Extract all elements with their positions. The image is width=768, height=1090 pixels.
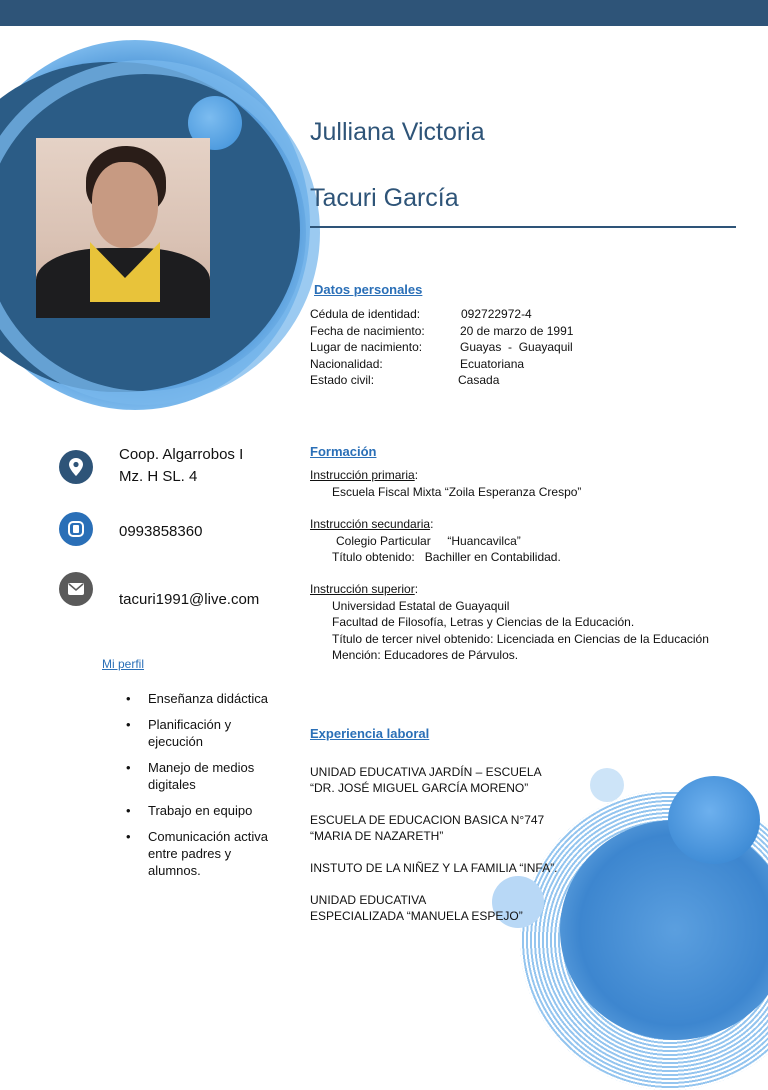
personal-value: 092722972-4 [461,307,532,321]
personal-label: Estado civil: [310,373,375,387]
education-primary: Instrucción primaria: Escuela Fiscal Mixta “Zoila Esperanza Crespo” [310,468,582,499]
personal-label: Nacionalidad: [310,356,383,371]
education-title: Formación [310,444,377,459]
personal-value: Casada [458,373,500,387]
secondary-degree: Título obtenido: Bachiller en Contabilidad. [332,550,561,564]
address-line: Coop. Algarrobos I [119,446,244,463]
secondary-school: Colegio Particular “Huancavilca” [336,533,521,548]
experience-line: UNIDAD EDUCATIVA [310,893,427,907]
superior-mention: Mención: Educadores de Párvulos. [332,648,519,662]
experience-list [310,764,557,940]
personal-data-title: Datos personales [314,282,423,297]
experience-line: INSTUTO DE LA NIÑEZ Y LA FAMILIA “INFA”. [310,861,558,875]
personal-label: Fecha de nacimiento: [310,323,425,338]
skill-item: • Planificación y ejecución [126,716,286,750]
profile-photo [36,138,210,318]
personal-label: Cédula de identidad: [310,307,421,321]
experience-item [310,764,557,796]
skill-item: • Enseñanza didáctica [126,690,286,707]
experience-item [310,812,557,844]
secondary-label: Instrucción secundaria [310,517,431,531]
experience-title: Experiencia laboral [310,726,430,741]
mail-icon [59,572,93,606]
profile-title: Mi perfil [102,657,145,671]
name-divider [310,226,736,228]
email-address: tacuri1991@live.com [119,591,260,608]
address [119,444,243,488]
personal-label: Lugar de nacimiento: [310,340,423,354]
experience-line: “DR. JOSÉ MIGUEL GARCÍA MORENO” [310,781,529,795]
primary-label: Instrucción primaria [310,468,415,482]
superior-university: Universidad Estatal de Guayaquil [332,598,510,613]
experience-line: UNIDAD EDUCATIVA JARDÍN – ESCUELA [310,765,542,779]
superior-label: Instrucción superior [310,582,415,596]
skill-item: • Comunicación activa entre padres y alumnos. [126,828,286,879]
experience-item [310,860,557,876]
first-name: Julliana Victoria [310,118,485,146]
experience-line: ESCUELA DE EDUCACION BASICA N°747 [310,813,545,827]
location-pin-icon [59,450,93,484]
primary-school: Escuela Fiscal Mixta “Zoila Esperanza Crespo” [332,484,582,499]
education-superior: Instrucción superior: Universidad Estatal de Guayaquil Facultad de Filosofía, Letras y Ciencias de la Educación. Título de tercer nivel obtenido: Licenciada en Ciencias de la Educación Mención: Educadores de Párvulos. [310,582,709,662]
experience-line: “MARIA DE NAZARETH” [310,829,444,843]
personal-value: 20 de marzo de 1991 [460,323,574,338]
superior-faculty: Facultad de Filosofía, Letras y Ciencias de la Educación. [332,615,635,629]
last-name: Tacuri García [310,184,459,212]
personal-value: Ecuatoriana [460,356,525,371]
superior-degree: Título de tercer nivel obtenido: Licenciada en Ciencias de la Educación [332,631,709,646]
decorative-circle-bottom-tiny [590,768,624,802]
address-line: Mz. H SL. 4 [119,468,198,485]
decorative-circle-bottom-top [668,776,760,864]
education-secondary: Instrucción secundaria: Colegio Particular “Huancavilca” Título obtenido: Bachiller en Contabilidad. [310,517,561,564]
skills-list [126,690,286,888]
experience-line: ESPECIALIZADA “MANUELA ESPEJO” [310,909,523,923]
phone-number: 0993858360 [119,523,203,540]
phone-icon [59,512,93,546]
skill-item: • Manejo de medios digitales [126,759,286,793]
skill-item: • Trabajo en equipo [126,802,286,819]
top-bar [0,0,768,26]
personal-value: Guayas - Guayaquil [460,340,573,354]
experience-item [310,892,557,924]
